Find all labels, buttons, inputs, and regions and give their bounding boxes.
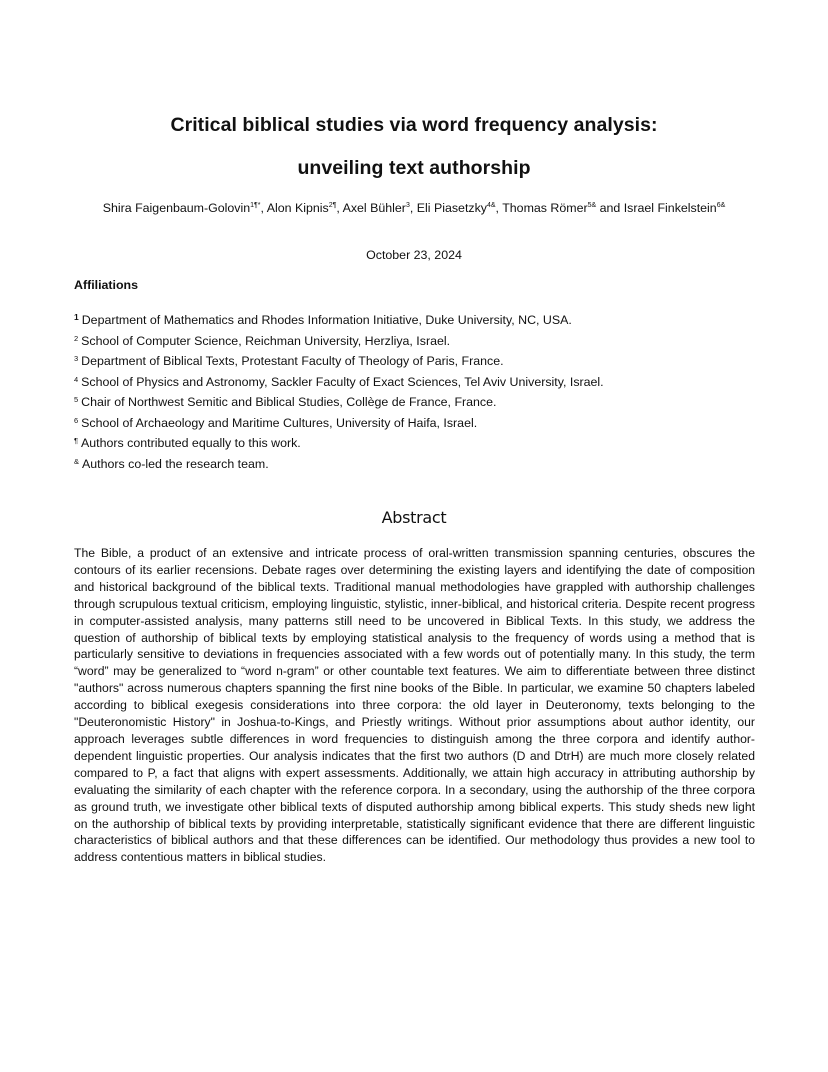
paper-title-line-2: unveiling text authorship <box>297 157 531 179</box>
affiliation-mark: & <box>74 456 80 466</box>
affiliation-text: School of Physics and Astronomy, Sackler Faculty of Exact Sciences, Tel Aviv University, Israel. <box>81 374 604 389</box>
affiliation-mark: 1 <box>74 312 79 322</box>
author-marks: 6& <box>716 202 726 209</box>
affiliation-mark: 2 <box>74 333 79 343</box>
affiliation-mark: 5 <box>74 395 79 404</box>
affiliation-text: Department of Mathematics and Rhodes Information Initiative, Duke University, NC, USA. <box>81 313 572 327</box>
affiliation-mark: 4 <box>74 374 79 384</box>
author-name: Axel Bühler <box>342 201 406 215</box>
affiliation-item <box>74 415 604 436</box>
paper-title-line-1: Critical biblical studies via word frequency analysis: <box>170 114 658 136</box>
author-name: Alon Kipnis <box>266 201 329 215</box>
author-separator: , <box>336 201 343 215</box>
affiliation-item <box>74 353 604 374</box>
affiliation-item <box>74 435 604 456</box>
author-name: Israel Finkelstein <box>623 201 717 215</box>
author-marks: 4& <box>486 202 496 209</box>
affiliation-text: School of Archaeology and Maritime Cultures, University of Haifa, Israel. <box>81 415 478 430</box>
affiliation-text: Authors contributed equally to this work. <box>81 436 301 450</box>
affiliation-text: School of Computer Science, Reichman University, Herzliya, Israel. <box>81 333 451 348</box>
author-marks: 1¶* <box>250 202 261 209</box>
author-name: Eli Piasetzky <box>416 201 487 215</box>
paper-date: October 23, 2024 <box>366 248 462 262</box>
affiliation-item <box>74 456 604 477</box>
affiliation-item <box>74 333 604 354</box>
abstract-body: The Bible, a product of an extensive and intricate process of oral-written transmission spanning centuries, obscures the contours of its earlier recensions. Debate rages over determining the existing layers and identifying the date of composition and historical background of the biblical texts. Traditional manual methodologies have grappled with authorship challenges through scrupulous textual criticism, employing linguistic, stylistic, inner-biblical, and historical criteria. Despite recent progress in computer-assisted analysis, many patterns still need to be uncovered in Biblical Texts. In this study, we address the question of authorship of biblical texts by employing statistical analysis to the frequency of words using a method that is particularly sensitive to deviations in frequencies associated with a few words out of potentially many. In this study, the term “word” may be generalized to “word n-gram” or other countable text features. We aim to differentiate between three distinct "authors" across numerous chapters spanning the first nine books of the Bible. In particular, we examine 50 chapters labeled according to biblical exegesis considerations into three corpora: the old layer in Deuteronomy, texts belonging to the "Deuteronomistic History" in Joshua-to-Kings, and Priestly writings. Without prior assumptions about author identity, our approach leverages subtle differences in word frequencies to distinguish among the three corpora and identify author-dependent linguistic properties. Our analysis indicates that the first two authors (D and DtrH) are much more closely related compared to P, a fact that aligns with expert assessments. Additionally, we attain high accuracy in attributing authorship by evaluating the similarity of each chapter with the reference corpora. In a secondary, using the authorship of the three corpora as ground truth, we investigate other biblical texts of disputed authorship among biblical experts. This study sheds new light on the authorship of biblical texts by providing interpretable, statistically significant evidence that there are different linguistic characteristics of biblical authors and that these differences can be identified. Our methodology thus provides a new tool to address contentious matters in biblical studies. <box>74 546 755 865</box>
author-name: Thomas Römer <box>502 201 588 215</box>
author-marks: 2¶ <box>328 202 337 209</box>
affiliation-text: Authors co-led the research team. <box>82 456 269 471</box>
affiliation-mark: 3 <box>74 354 79 363</box>
affiliation-mark: ¶ <box>74 436 79 445</box>
affiliation-text: Chair of Northwest Semitic and Biblical Studies, Collège de France, France. <box>81 395 497 409</box>
author-separator: and <box>596 201 624 215</box>
abstract-heading: Abstract <box>381 508 447 527</box>
affiliation-item <box>74 394 604 415</box>
author-separator: , <box>409 201 417 215</box>
affiliation-item <box>74 312 604 333</box>
affiliation-item <box>74 374 604 395</box>
affiliation-mark: 6 <box>74 415 79 425</box>
affiliations-list <box>74 312 604 476</box>
affiliations-heading: Affiliations <box>74 278 139 292</box>
author-separator: , <box>495 201 503 215</box>
author-marks: 3 <box>405 202 410 209</box>
author-name: Shira Faigenbaum-Golovin <box>102 201 251 215</box>
author-list <box>74 199 754 217</box>
author-marks: 5& <box>587 202 597 209</box>
author-separator: , <box>260 201 267 215</box>
affiliation-text: Department of Biblical Texts, Protestant Faculty of Theology of Paris, France. <box>81 354 504 368</box>
